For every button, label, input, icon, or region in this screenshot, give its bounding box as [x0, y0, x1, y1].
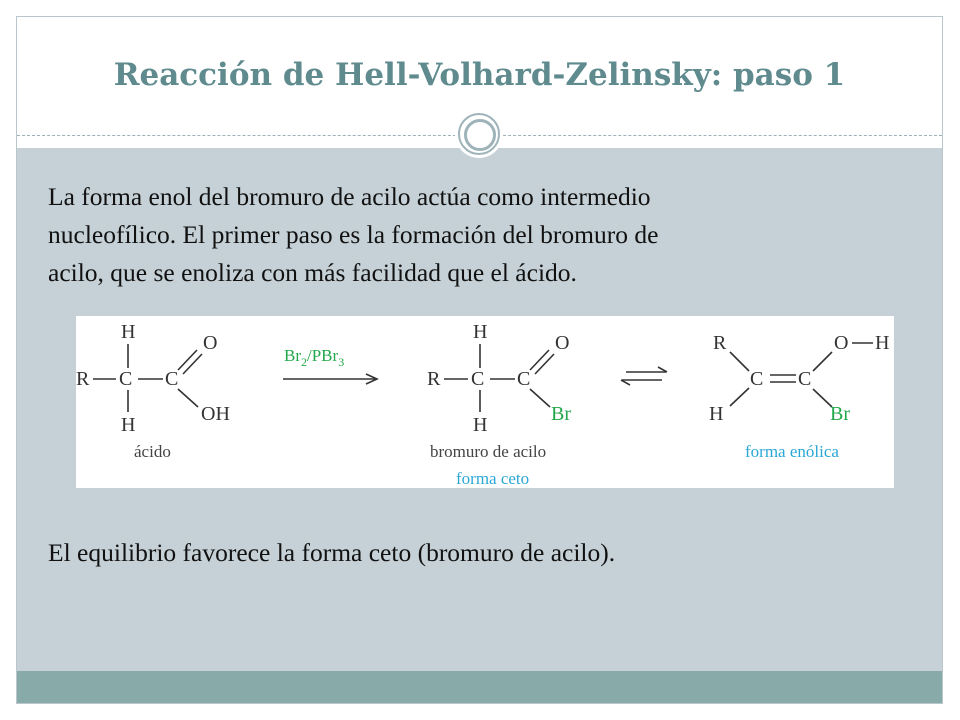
slide	[16, 16, 943, 704]
acyl-bromide-caption: bromuro de acilo	[430, 442, 547, 461]
atom-o: O	[555, 332, 570, 354]
reagent-label: $Br_2/PBr_3$	[284, 346, 345, 369]
atom-o: O	[203, 332, 218, 354]
bond	[178, 389, 198, 407]
bond	[813, 352, 832, 371]
ring-ornament-icon	[455, 110, 503, 158]
double-bond	[530, 350, 549, 370]
footer-bar	[17, 671, 942, 703]
bond	[730, 388, 749, 406]
atom-c2: C	[798, 368, 812, 390]
atom-c-alpha: C	[471, 368, 485, 390]
atom-r: R	[427, 368, 441, 390]
atom-h-left: H	[709, 403, 724, 425]
body-line: La forma enol del bromuro de acilo actúa como intermedio	[48, 182, 651, 211]
acyl-bromide-structure	[427, 321, 571, 488]
body-text	[48, 178, 868, 292]
double-bond	[183, 354, 202, 374]
body-line: acilo, que se enoliza con más facilidad que el ácido.	[48, 258, 577, 287]
atom-r: R	[76, 368, 90, 390]
reaction-arrow	[283, 346, 377, 384]
ring-ornament-inner	[464, 119, 496, 151]
reaction-scheme	[76, 316, 894, 488]
atom-c1: C	[750, 368, 764, 390]
bond	[530, 389, 550, 407]
atom-c-carbonyl: C	[165, 368, 179, 390]
atom-c-alpha: C	[119, 368, 133, 390]
atom-r: R	[713, 332, 727, 354]
atom-h-bottom: H	[121, 414, 136, 436]
enol-form-caption: forma enólica	[745, 442, 839, 461]
atom-h-top: H	[121, 321, 136, 343]
reaction-figure	[76, 316, 894, 488]
atom-br: Br	[830, 403, 850, 425]
conclusion-text: El equilibrio favorece la forma ceto (bromuro de acilo).	[48, 538, 616, 567]
equilibrium-arrows	[621, 367, 667, 385]
content-area	[17, 148, 942, 671]
keto-form-caption: forma ceto	[456, 469, 530, 488]
slide-title: Reacción de Hell-Volhard-Zelinsky: paso 1	[113, 57, 846, 93]
atom-oh: OH	[201, 403, 230, 425]
double-bond	[535, 354, 554, 374]
acid-caption: ácido	[134, 442, 171, 461]
bond	[730, 352, 749, 371]
double-bond	[178, 350, 197, 370]
enol-structure	[709, 332, 889, 461]
atom-c-carbonyl: C	[517, 368, 531, 390]
atom-h-hydroxyl: H	[875, 332, 890, 354]
body-line: nucleofílico. El primer paso es la formación del bromuro de	[48, 220, 659, 249]
atom-h-bottom: H	[473, 414, 488, 436]
atom-o: O	[834, 332, 849, 354]
atom-br: Br	[551, 403, 571, 425]
acid-structure	[76, 321, 230, 461]
atom-h-top: H	[473, 321, 488, 343]
